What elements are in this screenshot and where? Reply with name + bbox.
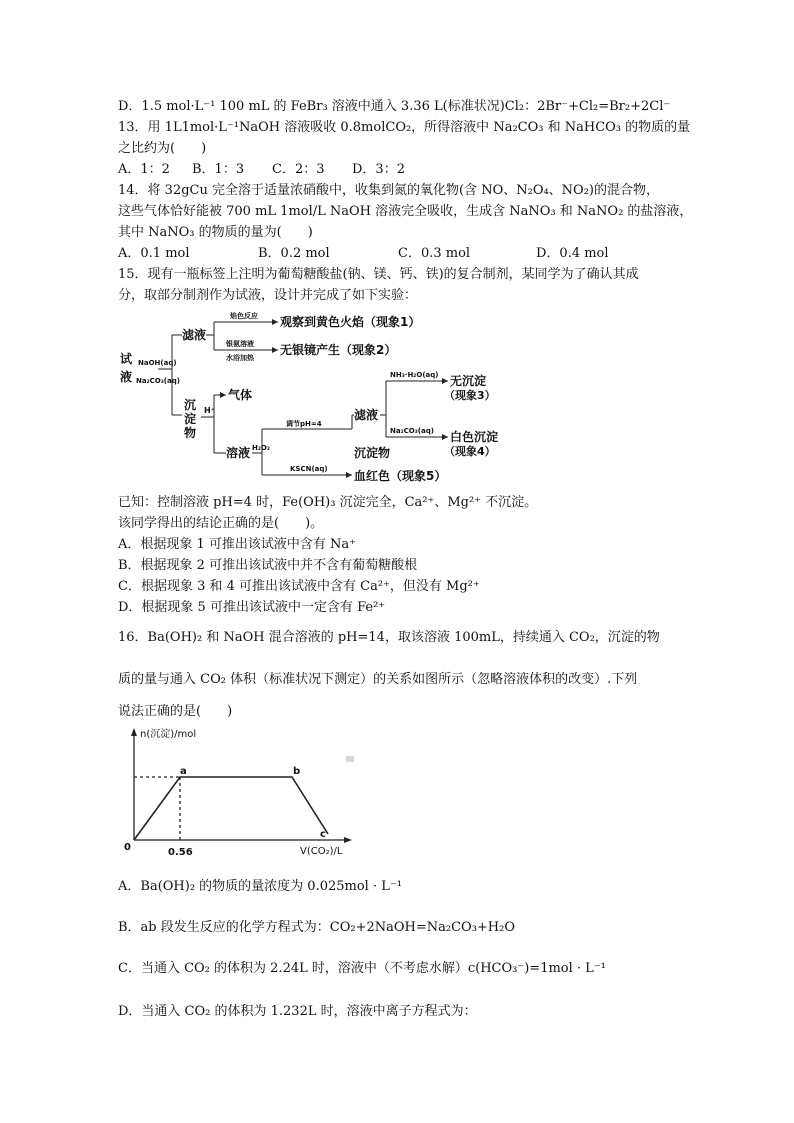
curve (134, 777, 328, 840)
flow-filtrate2: 滤液 (354, 408, 379, 422)
q13-option-a[interactable]: A．1：2 (118, 162, 170, 177)
q15-ask: 该同学得出的结论正确的是( )。 (118, 516, 324, 531)
flow-silver2: 水浴加热 (226, 354, 254, 362)
graph-xtick: 0.56 (168, 847, 193, 858)
graph-origin: 0 (124, 842, 131, 853)
flow-solution: 溶液 (226, 446, 251, 460)
q15-option-d[interactable]: D．根据现象 5 可推出该试液中一定含有 Fe²⁺ (118, 600, 386, 615)
flow-obs1: 观察到黄色火焰（现象1） (280, 315, 421, 329)
q13-option-b[interactable]: B．1：3 (192, 162, 245, 177)
q14-stem-line2: 这些气体恰好能被 700 mL 1mol/L NaOH 溶液完全吸收，生成含 NaNO₃ 和 NaNO₂ 的盐溶液， (118, 204, 693, 219)
flow-nh3: NH₃·H₂O(aq) (390, 371, 439, 379)
q16-stem-line3: 说法正确的是( ) (118, 704, 233, 719)
q14-option-c[interactable]: C．0.3 mol (398, 246, 471, 261)
q15-stem-line2: 分，取部分制剂作为试液，设计并完成了如下实验： (118, 288, 418, 303)
q14-option-b[interactable]: B．0.2 mol (258, 246, 330, 261)
flow-obs2: 无银镜产生（现象2） (280, 343, 397, 357)
graph-ylabel: n(沉淀)/mol (140, 729, 197, 740)
q16-option-d[interactable]: D．当通入 CO₂ 的体积为 1.232L 时，溶液中离子方程式为： (118, 1004, 477, 1019)
q14-options (118, 245, 609, 263)
q13-stem-line2: 之比约为( ) (118, 141, 207, 156)
q15-option-c[interactable]: C．根据现象 3 和 4 可推出该试液中含有 Ca²⁺，但没有 Mg²⁺ (118, 579, 480, 594)
flow-na2co3: Na₂CO₃(aq) (390, 427, 434, 435)
q15-option-b[interactable]: B．根据现象 2 可推出该试液中并不含有葡萄糖酸根 (118, 558, 418, 573)
flow-h2o2: H₂O₂ (252, 444, 270, 452)
y-arrow (131, 728, 137, 736)
q15-stem-line1: 15．现有一瓶标签上注明为葡萄糖酸盐(钠、镁、钙、铁)的复合制剂，某同学为了确认其成 (118, 267, 639, 282)
q13-stem-line1: 13．用 1L1mol·L⁻¹NaOH 溶液吸收 0.8molCO₂，所得溶液中 Na₂CO₃ 和 NaHCO₃ 的物质的量 (118, 120, 691, 135)
flow-filtrate: 滤液 (182, 328, 207, 342)
graph-xlabel: V(CO₂)/L (300, 846, 343, 857)
flow-gas: 气体 (228, 388, 253, 402)
q15-known: 已知：控制溶液 pH=4 时，Fe(OH)₃ 沉淀完全，Ca²⁺、Mg²⁺ 不沉淀。 (118, 495, 538, 510)
q14-stem-line3: 其中 NaNO₃ 的物质的量为( ) (118, 225, 313, 240)
q13-options (118, 161, 405, 179)
scan-mark (346, 756, 354, 762)
q16-option-a[interactable]: A．Ba(OH)₂ 的物质的量浓度为 0.025mol · L⁻¹ (118, 879, 402, 894)
flow-obs3b: （现象3） (444, 389, 496, 402)
q16-option-c[interactable]: C．当通入 CO₂ 的体积为 2.24L 时，溶液中（不考虑水解）c(HCO₃⁻)=1mol · L⁻¹ (118, 961, 606, 976)
flow-obs4b: （现象4） (444, 445, 496, 458)
q14-option-a[interactable]: A．0.1 mol (118, 246, 190, 261)
flow-precip-3: 物 (184, 426, 197, 440)
precipitate-graph (122, 722, 362, 862)
flow-precip-1: 沉 (184, 398, 197, 412)
flow-obs5: 血红色（现象5） (354, 469, 447, 483)
flow-obs3a: 无沉淀 (450, 374, 487, 388)
flow-start-1: 试 (120, 352, 133, 366)
prev-option-d: D．1.5 mol·L⁻¹ 100 mL 的 FeBr₃ 溶液中通入 3.36 L(标准状况)Cl₂：2Br⁻+Cl₂=Br₂+2Cl⁻ (118, 99, 671, 114)
q14-stem-line1: 14．将 32gCu 完全溶于适量浓硝酸中，收集到氮的氧化物(含 NO、N₂O₄、NO₂)的混合物， (118, 183, 659, 198)
q16-stem-line2: 质的量与通入 CO₂ 体积（标准状况下测定）的关系如图所示（忽略溶液体积的改变）.下列 (118, 672, 638, 687)
q13-option-c[interactable]: C．2：3 (272, 162, 325, 177)
flow-adjust: 调节pH=4 (286, 420, 322, 428)
q16-option-b[interactable]: B．ab 段发生反应的化学方程式为：CO₂+2NaOH=Na₂CO₃+H₂O (118, 920, 516, 935)
q14-option-d[interactable]: D．0.4 mol (536, 246, 609, 261)
flow-precip2: 沉淀物 (354, 446, 391, 460)
flow-kscn: KSCN(aq) (290, 465, 328, 473)
flow-acid: H⁺ (204, 406, 215, 415)
flow-flame: 焰色反应 (230, 312, 258, 320)
q16-stem-line1: 16．Ba(OH)₂ 和 NaOH 混合溶液的 pH=14，取该溶液 100mL，持续通入 CO₂，沉淀的物 (118, 630, 660, 645)
flow-obs4a: 白色沉淀 (450, 430, 499, 444)
flow-reagent2: Na₂CO₃(aq) (136, 377, 180, 385)
graph-point-c: c (320, 829, 326, 840)
x-arrow (344, 837, 352, 843)
flow-silver1: 银氨溶液 (226, 340, 254, 348)
graph-point-b: b (293, 766, 301, 777)
q13-option-d[interactable]: D．3：2 (352, 162, 405, 177)
flow-start-2: 液 (120, 370, 133, 384)
graph-point-a: a (180, 766, 187, 777)
experiment-flowchart (118, 305, 518, 487)
flow-precip-2: 淀 (184, 412, 197, 426)
flow-reagent1: NaOH(aq) (138, 359, 177, 367)
q15-option-a[interactable]: A．根据现象 1 可推出该试液中含有 Na⁺ (118, 537, 357, 552)
